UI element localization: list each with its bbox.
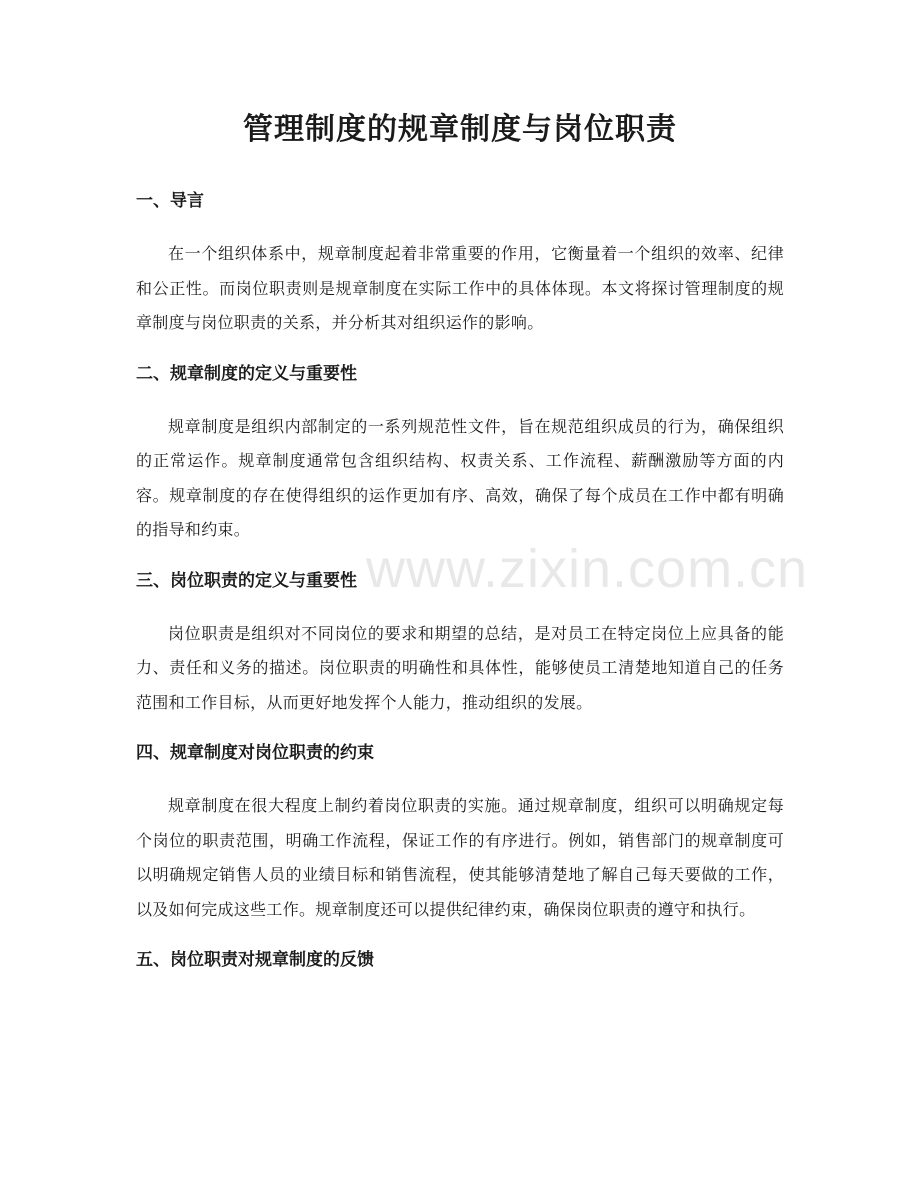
section-heading: 四、规章制度对岗位职责的约束	[136, 743, 374, 763]
section-regulations-definition	[136, 359, 784, 548]
section-heading: 三、岗位职责的定义与重要性	[136, 570, 357, 591]
section-job-duties-definition	[136, 566, 784, 721]
section-heading: 五、岗位职责对规章制度的反馈	[136, 950, 374, 970]
section-regulations-constraints	[136, 738, 784, 927]
section-paragraph: 规章制度是组织内部制定的一系列规范性文件，旨在规范组织成员的行为，确保组织的正常运作。规章制度通常包含组织结构、权责关系、工作流程、薪酬激励等方面的内容。规章制度的存在使得组织的运作更加有序、高效，确保了每个成员在工作中都有明确的指导和约束。	[136, 416, 784, 539]
section-paragraph: 在一个组织体系中，规章制度起着非常重要的作用，它衡量着一个组织的效率、纪律和公正性。而岗位职责则是规章制度在实际工作中的具体体现。本文将探讨管理制度的规章制度与岗位职责的关系，并分析其对组织运作的影响。	[136, 244, 784, 332]
section-heading: 一、导言	[136, 191, 204, 211]
section-introduction	[136, 186, 784, 341]
watermark: www.zixin.com.cn	[366, 539, 809, 599]
section-job-duties-feedback	[136, 945, 784, 975]
section-paragraph: 规章制度在很大程度上制约着岗位职责的实施。通过规章制度，组织可以明确规定每个岗位的职责范围，明确工作流程，保证工作的有序进行。例如，销售部门的规章制度可以明确规定销售人员的业绩目标和销售流程，使其能够清楚地了解自己每天要做的工作，以及如何完成这些工作。规章制度还可以提供纪律约束，确保岗位职责的遵守和执行。	[136, 796, 784, 919]
section-heading: 二、规章制度的定义与重要性	[136, 363, 357, 384]
document-body	[136, 186, 784, 975]
document-title: 管理制度的规章制度与岗位职责	[243, 112, 677, 147]
section-paragraph: 岗位职责是组织对不同岗位的要求和期望的总结，是对员工在特定岗位上应具备的能力、责任和义务的描述。岗位职责的明确性和具体性，能够使员工清楚地知道自己的任务范围和工作目标，从而更好地发挥个人能力，推动组织的发展。	[136, 623, 784, 712]
